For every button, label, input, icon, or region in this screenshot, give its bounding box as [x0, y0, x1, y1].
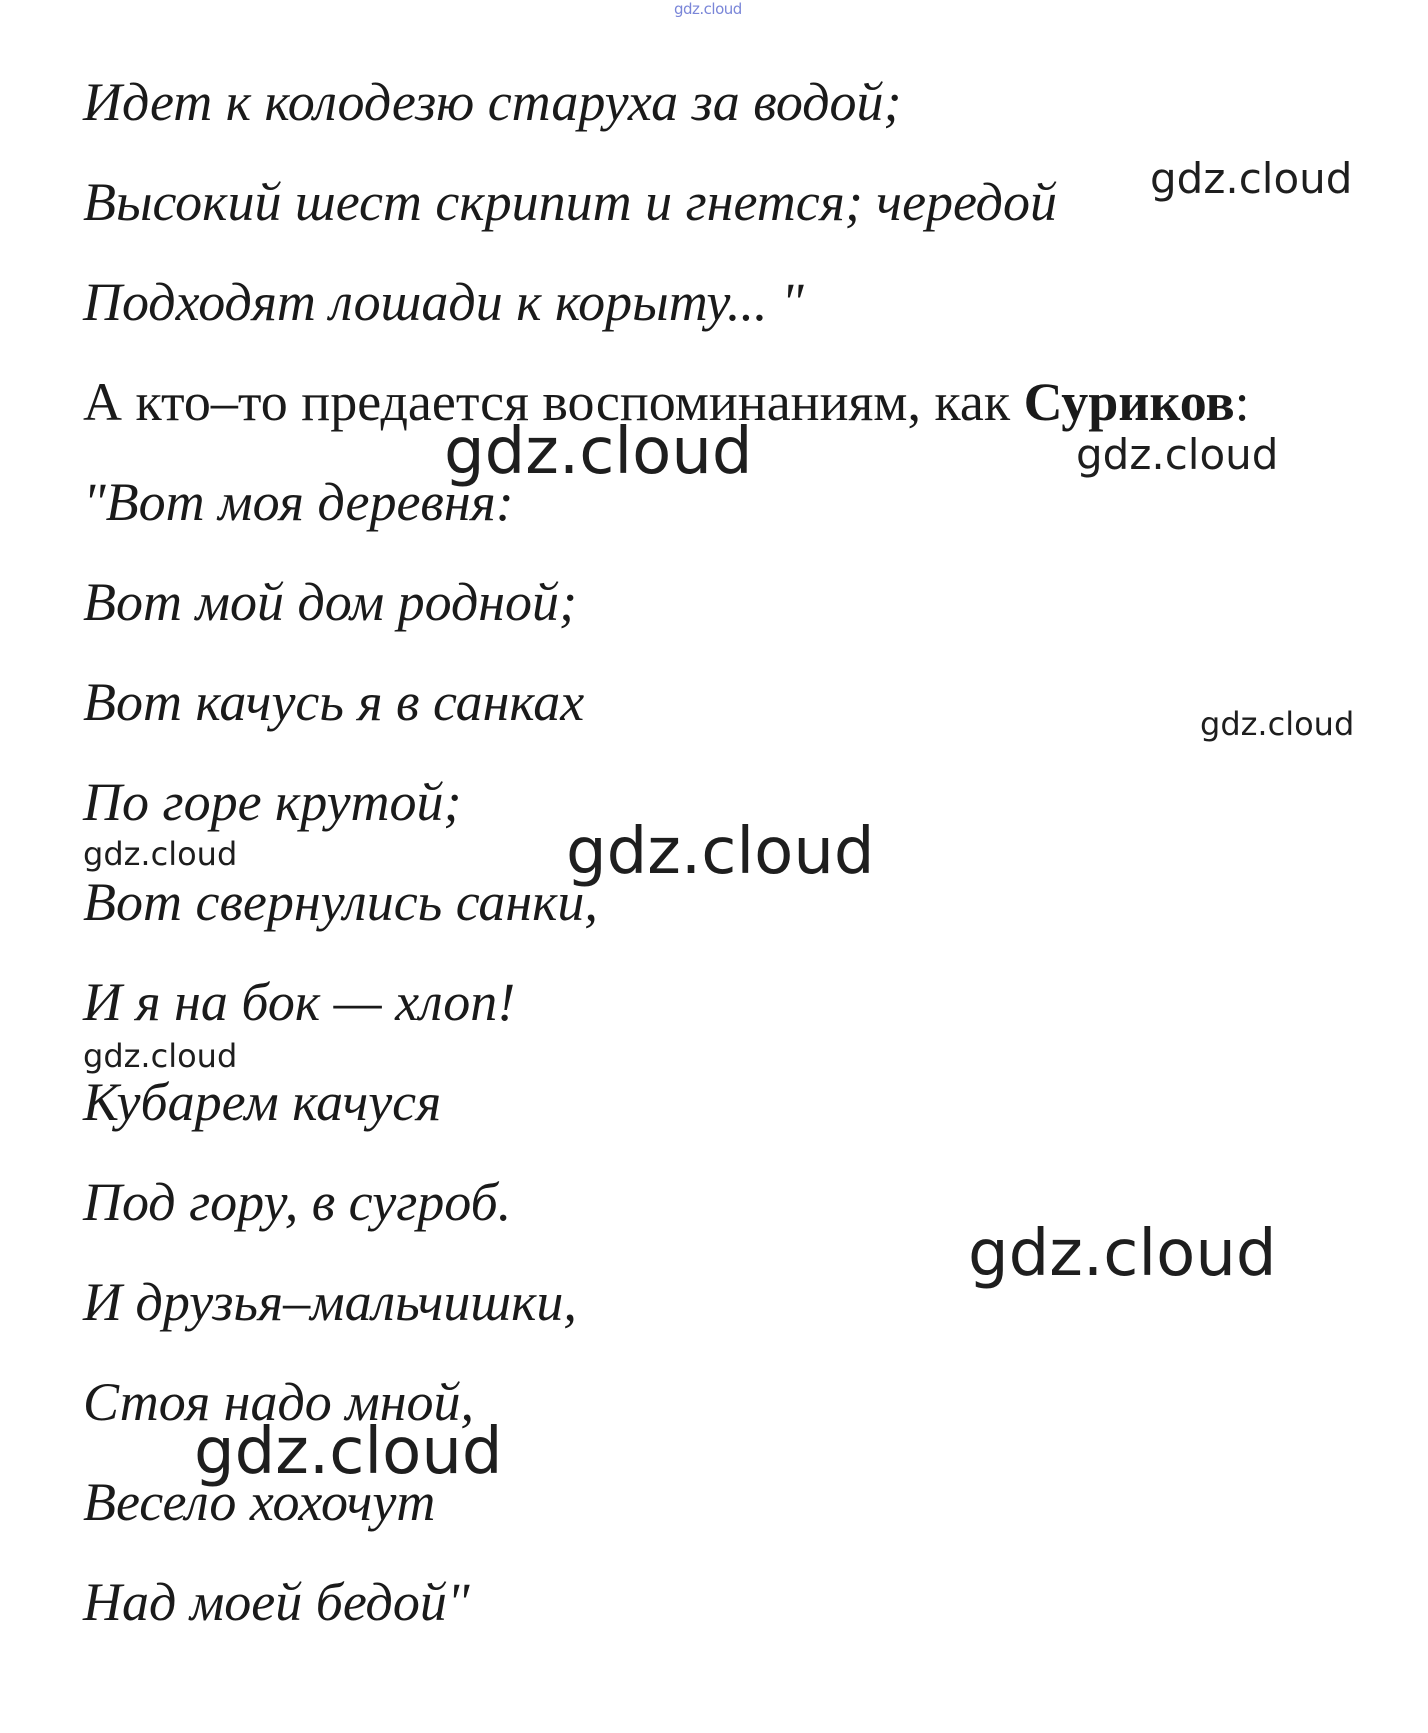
poem1-line-3: Подходят лошади к корыту... ": [83, 272, 804, 332]
poem2-line-7: Кубарем качуся: [83, 1072, 442, 1132]
poem2-line-8: Под гору, в сугроб.: [83, 1172, 512, 1232]
poem1-line-1: Идет к колодезю старуха за водой;: [83, 72, 902, 132]
poem2-line-1: "Вот моя деревня:: [83, 472, 514, 532]
poem2-line-10: Стоя надо мной,: [83, 1372, 475, 1432]
poem2-line-12: Над моей бедой": [83, 1572, 470, 1632]
watermark-top: gdz.cloud: [674, 0, 742, 18]
intro-prefix: А кто–то предается воспоминаниям, как: [83, 372, 1024, 432]
poem2-line-5: Вот свернулись санки,: [83, 872, 598, 932]
poem2-line-4: По горе крутой;: [83, 772, 462, 832]
watermark-5: gdz.cloud: [83, 835, 238, 873]
poem2-line-6: И я на бок — хлоп!: [83, 972, 516, 1032]
watermark-3: gdz.cloud: [1076, 430, 1279, 479]
watermark-4: gdz.cloud: [1200, 705, 1355, 743]
poem1-line-2: Высокий шест скрипит и гнется; чередой: [83, 172, 1057, 232]
watermark-7: gdz.cloud: [83, 1037, 238, 1075]
watermark-6: gdz.cloud: [566, 815, 875, 889]
poem2-line-2: Вот мой дом родной;: [83, 572, 578, 632]
watermark-1: gdz.cloud: [1150, 154, 1353, 203]
intro-author: Суриков: [1023, 372, 1235, 432]
watermark-9: gdz.cloud: [194, 1415, 503, 1489]
watermark-8: gdz.cloud: [968, 1217, 1277, 1291]
watermark-2: gdz.cloud: [444, 415, 753, 489]
intro-suffix: :: [1234, 372, 1250, 432]
poem2-line-11: Весело хохочут: [83, 1472, 436, 1532]
poem2-line-9: И друзья–мальчишки,: [83, 1272, 577, 1332]
poem2-line-3: Вот качусь я в санках: [83, 672, 585, 732]
